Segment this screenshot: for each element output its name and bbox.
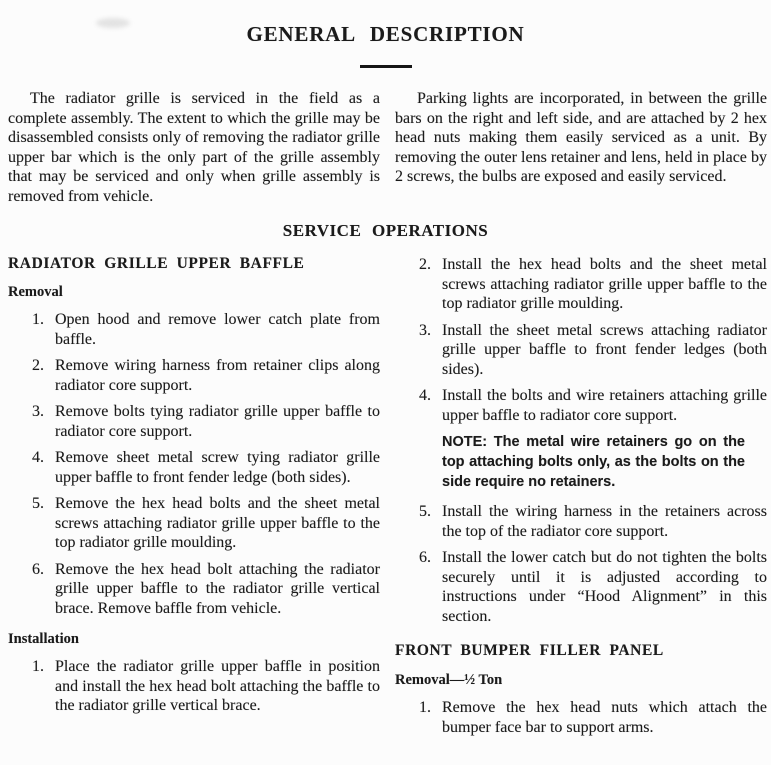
step-number: 4.	[419, 387, 431, 405]
intro-paragraph-left: The radiator grille is serviced in the field as a complete assembly. The extent to which the grille may be disassembled consists only of removing the radiator grille upper bar which is the only part of the grille assembly that may be serviced and only when grille assembly is removed from vehicle.	[8, 90, 380, 205]
front-bumper-removal-label: Removal—½ Ton	[395, 672, 503, 689]
step-number: 1.	[32, 658, 44, 676]
front-bumper-removal-step	[395, 698, 767, 737]
installation-label: Installation	[8, 631, 79, 648]
removal-step	[8, 402, 380, 441]
step-number: 5.	[419, 503, 431, 521]
step-number: 1.	[32, 311, 44, 329]
manual-page	[0, 22, 771, 765]
installation-step	[395, 255, 767, 314]
step-number: 6.	[32, 560, 44, 578]
step-number: 6.	[419, 549, 431, 567]
removal-steps-list	[8, 310, 380, 618]
step-text: Remove the hex head bolts and the sheet metal screws attaching radiator grille upper baffle to the top radiator grille moulding.	[55, 495, 380, 552]
step-text: Install the hex head bolts and the sheet metal screws attaching radiator grille upper baffle to the top radiator grille moulding.	[442, 256, 767, 313]
intro-right-column	[395, 89, 767, 206]
removal-step	[8, 310, 380, 349]
step-text: Remove bolts tying radiator grille upper baffle to radiator core support.	[55, 403, 380, 440]
front-bumper-heading: FRONT BUMPER FILLER PANEL	[395, 642, 664, 660]
scan-smudge	[96, 18, 130, 28]
step-text: Remove sheet metal screw tying radiator grille upper baffle to front fender ledge (both sides).	[55, 449, 380, 486]
installation-step	[395, 502, 767, 541]
installation-note: NOTE: The metal wire retainers go on the top attaching bolts only, as the bolts on the side require no retainers.	[442, 434, 745, 491]
intro-paragraph-right: Parking lights are incorporated, in between the grille bars on the right and left side, and are attached by 2 hex head nuts making them easily serviced as a unit. By removing the outer lens retainer and lens, held in place by 2 screws, the bulbs are exposed and easily serviced.	[395, 90, 767, 185]
removal-step	[8, 448, 380, 487]
service-operations-section	[0, 255, 771, 744]
step-text: Install the bolts and wire retainers attaching grille upper baffle to radiator core support.	[442, 387, 767, 424]
service-left-column	[8, 255, 380, 744]
service-right-column	[395, 255, 767, 744]
page-title: GENERAL DESCRIPTION	[246, 22, 525, 46]
step-number: 3.	[32, 403, 44, 421]
step-text: Remove the hex head bolt attaching the radiator grille upper baffle to the radiator grille vertical brace. Remove baffle from vehicle.	[55, 560, 380, 617]
radiator-baffle-heading: RADIATOR GRILLE UPPER BAFFLE	[8, 255, 305, 273]
installation-step	[8, 657, 380, 716]
service-operations-heading: SERVICE OPERATIONS	[282, 221, 489, 240]
intro-section	[0, 89, 771, 206]
removal-step	[8, 356, 380, 395]
step-text: Open hood and remove lower catch plate from baffle.	[55, 311, 380, 348]
removal-step	[8, 494, 380, 553]
title-divider-rule	[360, 65, 412, 68]
step-number: 1.	[419, 699, 431, 717]
installation-step	[395, 548, 767, 626]
removal-label: Removal	[8, 284, 63, 301]
front-bumper-removal-steps-list	[395, 698, 767, 737]
step-text: Place the radiator grille upper baffle in position and install the hex head bolt attaching the baffle to the radiator grille vertical brace.	[55, 658, 380, 715]
step-number: 3.	[419, 321, 431, 339]
removal-step	[8, 560, 380, 619]
step-number: 2.	[32, 357, 44, 375]
step-text: Remove wiring harness from retainer clips along radiator core support.	[55, 357, 380, 394]
installation-steps-list-left	[8, 657, 380, 716]
installation-steps-list-right	[395, 255, 767, 626]
step-text: Remove the hex head nuts which attach the bumper face bar to support arms.	[442, 699, 767, 736]
installation-step	[395, 321, 767, 380]
step-number: 5.	[32, 495, 44, 513]
installation-step	[395, 386, 767, 425]
intro-left-column	[8, 89, 380, 206]
step-number: 4.	[32, 449, 44, 467]
step-text: Install the lower catch but do not tighten the bolts securely until it is adjusted according to instructions under “Hood Alignment” in this section.	[442, 549, 767, 625]
step-text: Install the wiring harness in the retainers across the top of the radiator core support.	[442, 503, 767, 540]
step-number: 2.	[419, 256, 431, 274]
step-text: Install the sheet metal screws attaching radiator grille upper baffle to front fender ledges (both sides).	[442, 321, 767, 378]
